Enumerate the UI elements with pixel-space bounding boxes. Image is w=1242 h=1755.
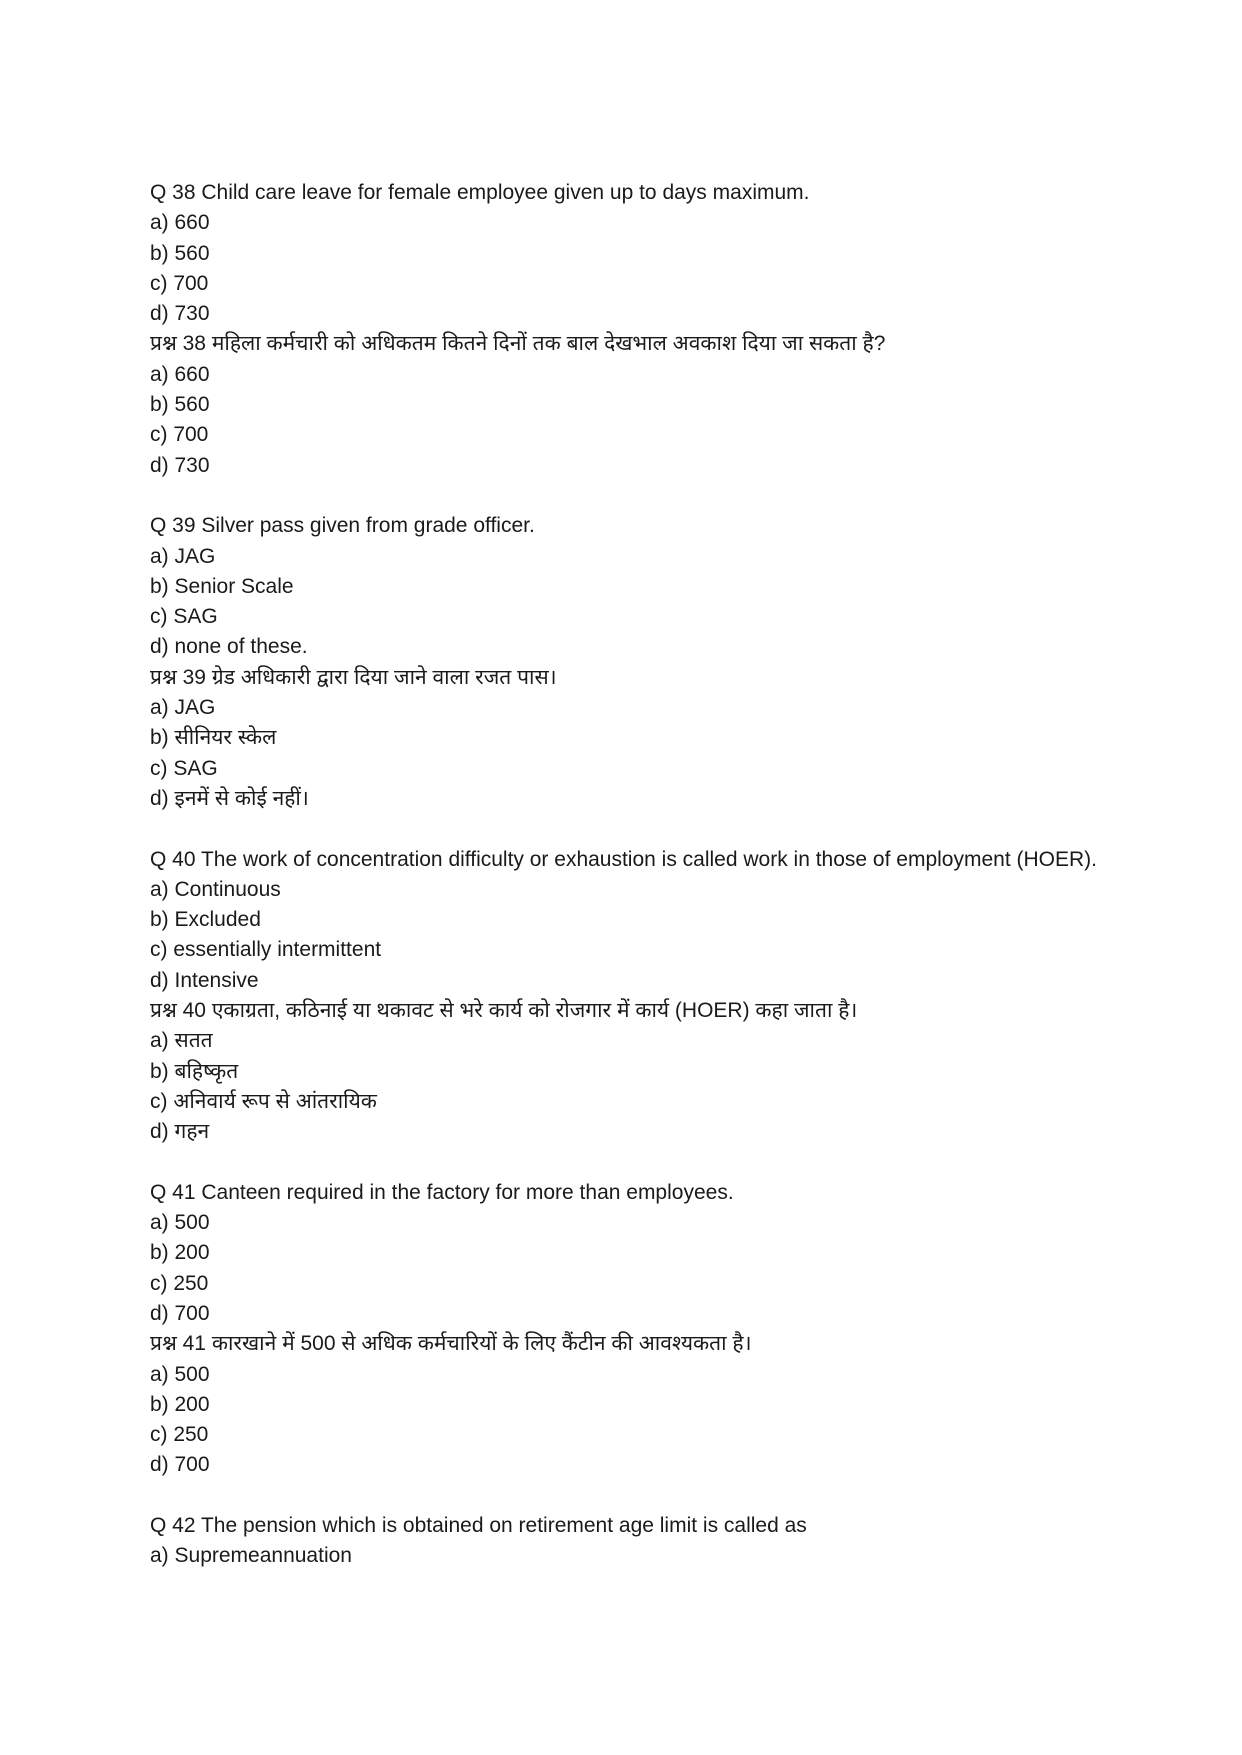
option-a: a) Supremeannuation: [150, 1544, 352, 1568]
option-b-hi: b) 560: [150, 393, 210, 417]
question-text-en: Q 42 The pension which is obtained on retirement age limit is called as: [150, 1514, 807, 1538]
option-d: d) 700: [150, 1301, 210, 1325]
option-b: b) Senior Scale: [150, 574, 294, 598]
question-text-hi: प्रश्न 39 ग्रेड अधिकारी द्वारा दिया जाने वाला रजत पास।: [150, 665, 557, 689]
spacer: [150, 1481, 1110, 1511]
option-b: b) 200: [150, 1241, 210, 1265]
option-d-hi: d) गहन: [150, 1120, 210, 1144]
question-block-39: [150, 511, 1110, 814]
option-b-hi: b) बहिष्कृत: [150, 1059, 239, 1083]
question-block-40: [150, 845, 1110, 1148]
question-text-hi: प्रश्न 38 महिला कर्मचारी को अधिकतम कितने दिनों तक बाल देखभाल अवकाश दिया जा सकता है?: [150, 332, 886, 356]
option-c-hi: c) SAG: [150, 756, 218, 780]
option-d-hi: d) 730: [150, 453, 210, 477]
document-page: [150, 178, 1110, 1572]
question-text-en: Q 40 The work of concentration difficulty or exhaustion is called work in those of employment (HOER).: [150, 847, 1097, 871]
question-block-41: [150, 1178, 1110, 1481]
question-text-hi: प्रश्न 41 कारखाने में 500 से अधिक कर्मचारियों के लिए कैंटीन की आवश्यकता है।: [150, 1332, 752, 1356]
option-d-hi: d) इनमें से कोई नहीं।: [150, 786, 309, 810]
option-a-hi: a) JAG: [150, 696, 216, 720]
option-a: a) 500: [150, 1211, 210, 1235]
question-block-38: [150, 178, 1110, 481]
option-b: b) Excluded: [150, 908, 261, 932]
option-a: a) 660: [150, 211, 210, 235]
option-d: d) 730: [150, 302, 210, 326]
option-c-hi: c) 250: [150, 1423, 209, 1447]
spacer: [150, 814, 1110, 844]
option-c-hi: c) 700: [150, 423, 209, 447]
option-d-hi: d) 700: [150, 1453, 210, 1477]
question-text-en: Q 38 Child care leave for female employee given up to days maximum.: [150, 181, 810, 204]
option-c: c) SAG: [150, 605, 218, 629]
option-d: d) none of these.: [150, 635, 308, 659]
option-c-hi: c) अनिवार्य रूप से आंतरायिक: [150, 1089, 377, 1113]
option-c: c) 250: [150, 1271, 209, 1295]
option-a: a) Continuous: [150, 877, 281, 901]
option-a: a) JAG: [150, 544, 216, 568]
option-b-hi: b) सीनियर स्केल: [150, 726, 277, 750]
option-b: b) 560: [150, 241, 210, 265]
question-text-en: Q 39 Silver pass given from grade officer.: [150, 514, 535, 538]
question-block-42: [150, 1511, 1110, 1572]
option-b-hi: b) 200: [150, 1392, 210, 1416]
spacer: [150, 1148, 1110, 1178]
option-c: c) 700: [150, 271, 209, 295]
option-a-hi: a) 660: [150, 362, 210, 386]
question-text-hi: प्रश्न 40 एकाग्रता, कठिनाई या थकावट से भरे कार्य को रोजगार में कार्य (HOER) कहा जाता है।: [150, 999, 858, 1023]
option-d: d) Intensive: [150, 968, 259, 992]
option-a-hi: a) सतत: [150, 1029, 213, 1053]
question-text-en: Q 41 Canteen required in the factory for more than employees.: [150, 1180, 734, 1204]
option-a-hi: a) 500: [150, 1362, 210, 1386]
option-c: c) essentially intermittent: [150, 938, 382, 962]
spacer: [150, 481, 1110, 511]
